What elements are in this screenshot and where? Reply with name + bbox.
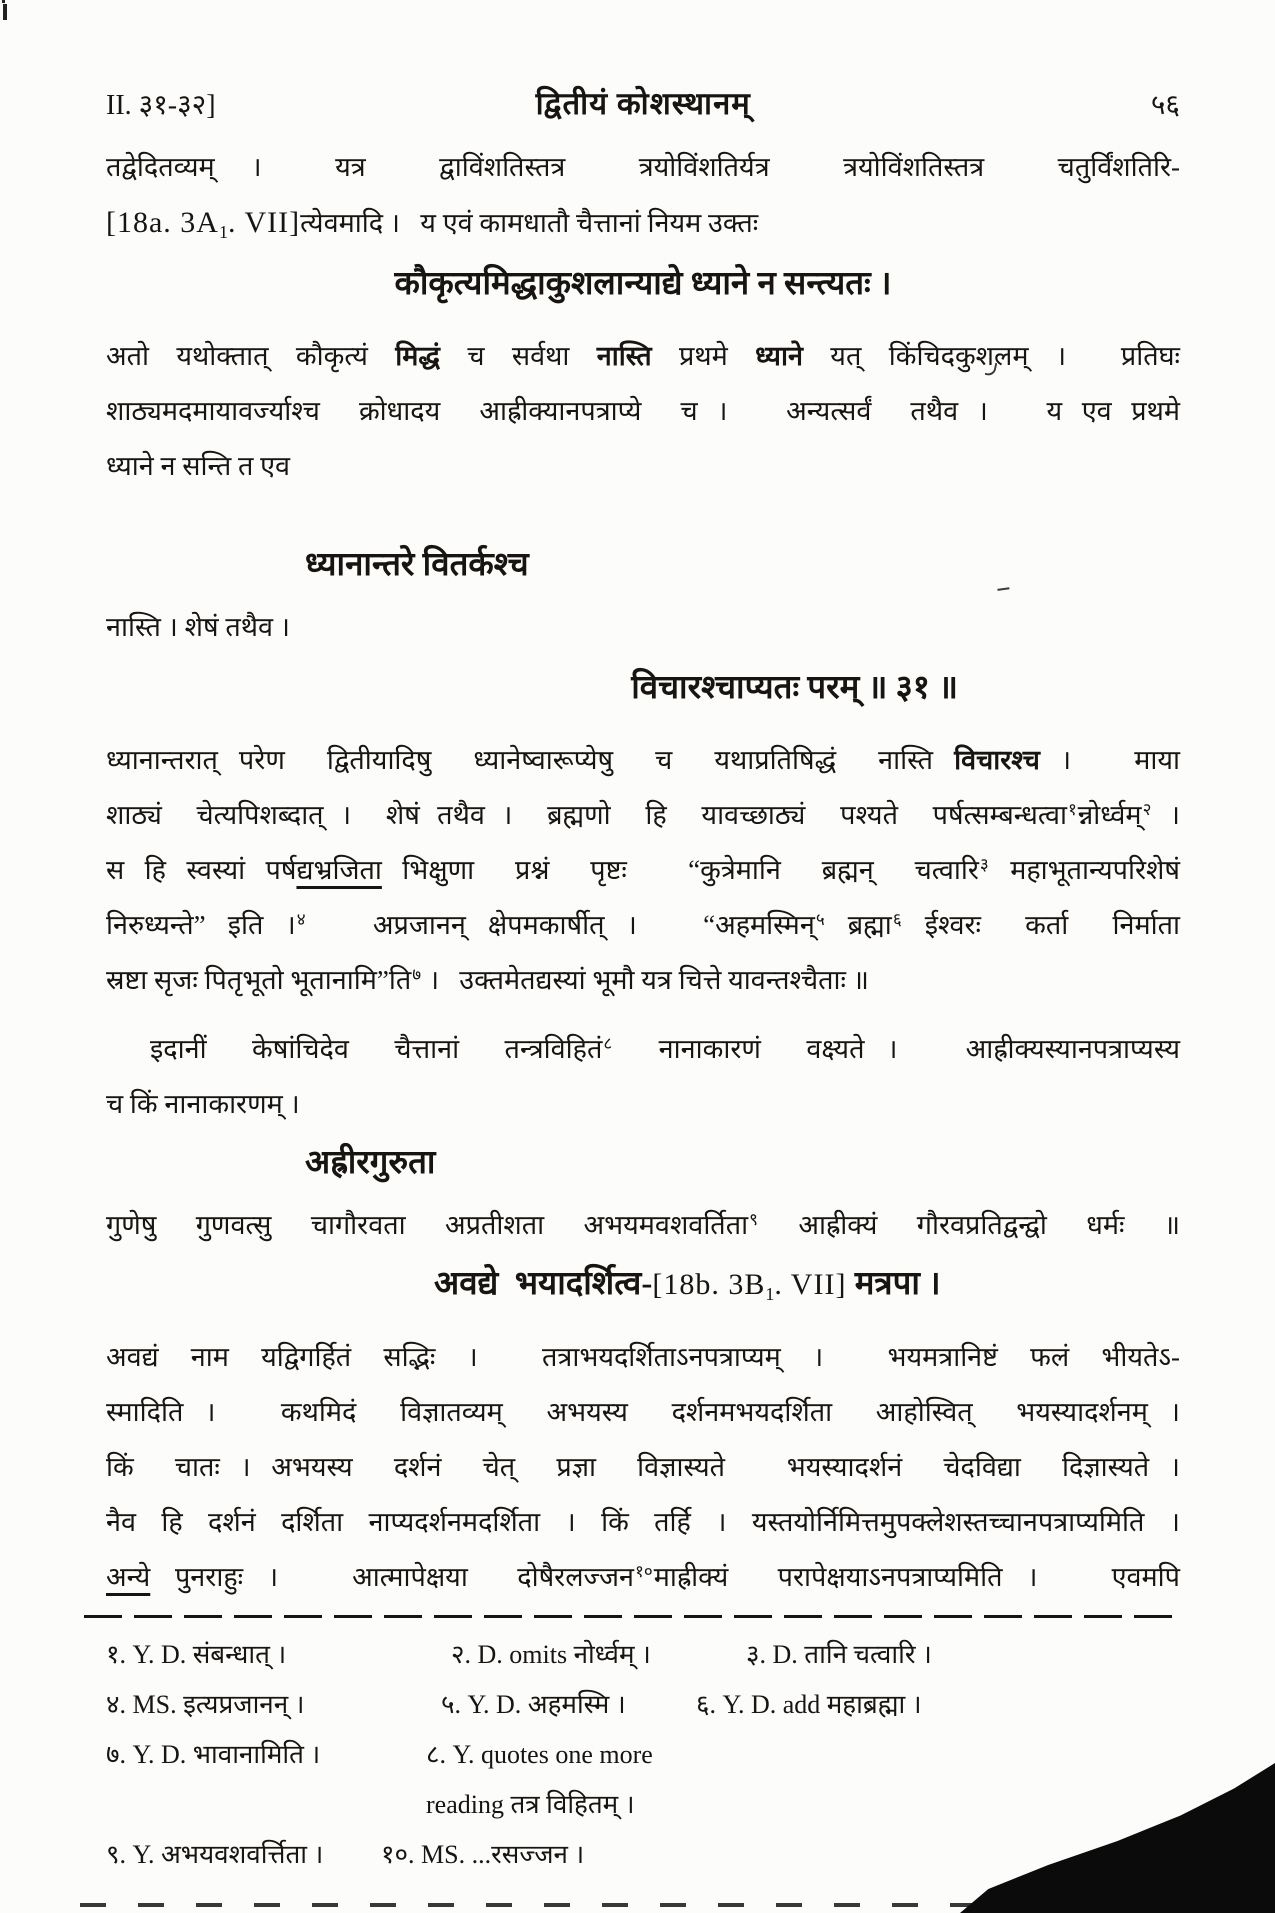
text-line: [434, 1253, 1180, 1316]
footnote-reference: ५: [815, 910, 825, 929]
header-verse-range: II. ३१-३२]: [106, 90, 216, 121]
footnote-reference: ६: [892, 910, 902, 929]
footnote-entry: ५. Y. D. अहमस्मि ।: [441, 1690, 626, 1719]
text-segment: मत्रपा ।: [846, 1266, 941, 1302]
text-line: [106, 788, 1180, 843]
footnote-entry: ३. D. तानि चत्वारि ।: [746, 1640, 932, 1669]
page-body: [0, 140, 1275, 1605]
text-segment: स्रष्टा सृजः पितृभूतो भूतानामि”ति: [106, 965, 412, 995]
text-line: [106, 384, 1180, 439]
para-dhyanantarat: [106, 733, 1180, 1008]
footnote-reference: २: [1142, 800, 1152, 819]
footnote-entry: २. D. omits नोर्ध्वम् ।: [451, 1640, 651, 1669]
footnote-reference: ८: [603, 1034, 613, 1053]
footnote-entry: ९. Y. अभयवशवर्त्तिता ।: [106, 1840, 324, 1869]
scan-mark-right-margin: [997, 587, 1010, 599]
footnote-reference: ९: [749, 1210, 758, 1229]
text-segment: . VII]: [774, 1268, 847, 1301]
text-line: [106, 1440, 1180, 1495]
text-segment: अप्रजानन् क्षेपमकार्षीत् । “अहमस्मिन्: [306, 910, 815, 940]
text-segment: मिद्धं: [395, 341, 440, 371]
footnote-reference: १०: [635, 1562, 653, 1581]
para-ato-yathoktat: [106, 329, 1180, 494]
text-segment: किं चातः । अभयस्य दर्शनं चेत् प्रज्ञा विज्ञास्यते भयस्यादर्शनं चेदविद्या दिज्ञास्यते ।: [106, 1452, 1180, 1482]
text-line: [305, 534, 1180, 596]
para-nasti-shesham: [106, 600, 1180, 655]
footnotes-section: [0, 1618, 1275, 1880]
text-segment: स हि स्वस्यां पर्ष: [106, 855, 297, 885]
text-segment: ब्रह्मा: [825, 910, 892, 940]
text-line: [106, 1022, 1180, 1077]
text-segment: शाठ्यमदमायावर्ज्याश्च क्रोधादय आह्रीक्यानपत्राप्ये च । अन्यत्सर्वं तथैव । य एव प्रथमे: [106, 396, 1180, 426]
text-segment: नास्ति: [596, 341, 652, 371]
text-segment: विचारश्च: [954, 745, 1040, 775]
text-segment: [18b. 3B: [652, 1268, 766, 1301]
text-line: [106, 1385, 1180, 1440]
footnote-reference: ३: [979, 855, 989, 874]
text-segment: इदानीं केषांचिदेव चैत्तानां तन्त्रविहितं: [150, 1034, 603, 1064]
text-segment: 1: [765, 1284, 775, 1304]
text-segment: स्मादिति । कथमिदं विज्ञातव्यम् अभयस्य दर्शनमभयदर्शिता आहोस्वित् भयस्यादर्शनम् ।: [106, 1397, 1180, 1427]
footnote-reference: ४: [296, 910, 306, 929]
text-segment: ध्यानान्तरात् परेण द्वितीयादिषु ध्यानेष्वारूप्येषु च यथाप्रतिषिद्धं नास्ति: [106, 745, 955, 775]
text-segment: अतो यथोक्तात् कौकृत्यं: [106, 341, 396, 371]
text-line: [106, 843, 1180, 898]
text-segment: नानाकारणं वक्ष्यते । आह्रीक्यस्यानपत्राप्यस्य: [613, 1034, 1180, 1064]
footnote-row: [106, 1830, 1180, 1880]
text-segment: पुनराहुः । आत्मापेक्षया दोषैरलज्जन: [150, 1562, 634, 1592]
footnote-row: [106, 1680, 1180, 1730]
text-segment: भिक्षुणा प्रश्नं पृष्टः “कुत्रेमानि ब्रह्मन् चत्वारि: [381, 855, 979, 885]
text-segment: ईश्वरः कर्ता निर्माता: [902, 910, 1180, 940]
text-segment: [18a. 3A: [106, 206, 219, 239]
text-line: [106, 329, 1180, 384]
text-line: [305, 1132, 1180, 1194]
text-segment: त्येवमादि । य एवं कामधातौ चैत्तानां नियम उक्तः: [300, 208, 759, 238]
footnote-entry: १. Y. D. संबन्धात् ।: [106, 1640, 287, 1669]
text-segment: न्नोर्ध्वम्: [1077, 800, 1142, 830]
scan-mark-top-left: [3, 4, 7, 20]
footnote-row: [106, 1630, 1180, 1680]
text-segment: द्यभ्रजिता: [296, 855, 382, 885]
text-segment: महाभूतान्यपरिशेषं: [989, 855, 1180, 885]
text-segment: नास्ति । शेषं तथैव ।: [106, 612, 290, 642]
text-segment: ध्यानान्तरे वितर्कश्च: [305, 547, 529, 583]
text-line: [106, 1330, 1180, 1385]
text-segment: ध्याने न सन्ति त एव: [106, 451, 291, 481]
text-segment: अन्ये: [106, 1562, 151, 1592]
text-segment: तद्वेदितव्यम् । यत्र द्वाविंशतिस्तत्र त्रयोविंशतिर्यत्र त्रयोविंशतिस्तत्र चतुर्विंशतिरि-: [106, 152, 1180, 182]
text-line: [106, 1495, 1180, 1550]
text-line: [106, 195, 1180, 251]
text-segment: विचारश्चाप्यतः परम् ॥ ३१ ॥: [631, 670, 958, 706]
page-number: ५६: [1150, 90, 1180, 121]
page-header: [0, 0, 1275, 126]
text-segment: ध्याने: [755, 341, 803, 371]
text-segment: 1: [218, 222, 228, 242]
para-tadveditavyam: [106, 140, 1180, 251]
text-segment: . VII]: [227, 206, 301, 239]
text-line: [106, 1198, 1180, 1253]
footnote-reference: ७: [412, 965, 422, 984]
text-segment: यत् किंचिदकुशलम् । प्रतिघः: [802, 341, 1180, 371]
text-line: [106, 657, 958, 719]
footnote-entry: १०. MS. ...रसज्जन ।: [381, 1840, 585, 1869]
text-segment: च किं नानाकारणम् ।: [106, 1089, 300, 1119]
para-gunesu: [106, 1198, 1180, 1253]
text-segment: अवद्ये भयादर्शित्व-: [434, 1266, 653, 1302]
text-segment: अह्रीरगुरुता: [305, 1145, 436, 1181]
karika-31c: [305, 534, 1180, 596]
karika-31d: [106, 657, 1180, 719]
text-segment: अवद्यं नाम यद्विगर्हितं सद्भिः । तत्राभयदर्शिताऽनपत्राप्यम् । भयमत्रानिष्टं फलं भीयतेऽ-: [106, 1342, 1180, 1372]
footnote-entry: ४. MS. इत्यप्रजानन् ।: [106, 1690, 305, 1719]
text-segment: नैव हि दर्शनं दर्शिता नाप्यदर्शनमदर्शिता । किं तर्हि । यस्तयोर्निमित्तमुपक्लेशस्तच्चानपत्राप्यमिति ।: [106, 1507, 1180, 1537]
para-avadyam: [106, 1330, 1180, 1605]
text-line: [106, 733, 1180, 788]
text-segment: शाठ्यं चेत्यपिशब्दात् । शेषं तथैव । ब्रह्मणो हि यावच्छाठ्यं पश्यते पर्षत्सम्बन्धत्वा: [106, 800, 1068, 830]
text-segment: गुणेषु गुणवत्सु चागौरवता अप्रतीशता अभयमवशवर्तिता: [106, 1210, 749, 1240]
para-idanim: [106, 1022, 1180, 1132]
text-line: [106, 253, 1180, 315]
text-line: [106, 898, 1180, 953]
header-chapter-title: द्वितीयं कोशस्थानम्: [535, 86, 751, 121]
text-line: [106, 1077, 1180, 1132]
text-segment: आह्रीक्यं गौरवप्रतिद्वन्द्वो धर्मः ॥: [758, 1210, 1180, 1240]
karika-31ab: [106, 253, 1180, 315]
text-line: [106, 439, 1180, 494]
text-segment: च सर्वथा: [439, 341, 597, 371]
footnote-entry: ८. Y. quotes one more reading तत्र विहितम् ।: [426, 1740, 660, 1819]
text-segment: । माया: [1039, 745, 1181, 775]
footnote-reference: १: [1068, 800, 1077, 819]
text-segment: प्रथमे: [651, 341, 756, 371]
text-line: [106, 953, 1180, 1008]
text-segment: माह्रीक्यं परापेक्षयाऽनपत्राप्यमिति । एवमपि: [653, 1562, 1180, 1592]
footnote-entry: ७. Y. D. भावानामिति ।: [106, 1740, 321, 1769]
text-segment: निरुध्यन्ते” इति ।: [106, 910, 296, 940]
footnote-entry: ६. Y. D. add महाब्रह्मा ।: [696, 1690, 922, 1719]
text-line: [106, 1550, 1180, 1605]
text-segment: कौकृत्यमिद्धाकुशलान्याद्ये ध्याने न सन्त्यतः ।: [394, 266, 892, 302]
footnote-row: [106, 1730, 1180, 1830]
heading-ahrir-aguruta: [305, 1132, 1180, 1194]
text-segment: ।: [1152, 800, 1181, 830]
karika-32a: [434, 1253, 1180, 1316]
text-segment: । उक्तमेतद्यस्यां भूमौ यत्र चित्ते यावन्तश्चैताः ॥: [422, 965, 869, 995]
text-line: [106, 140, 1180, 195]
text-line: [106, 600, 1180, 655]
